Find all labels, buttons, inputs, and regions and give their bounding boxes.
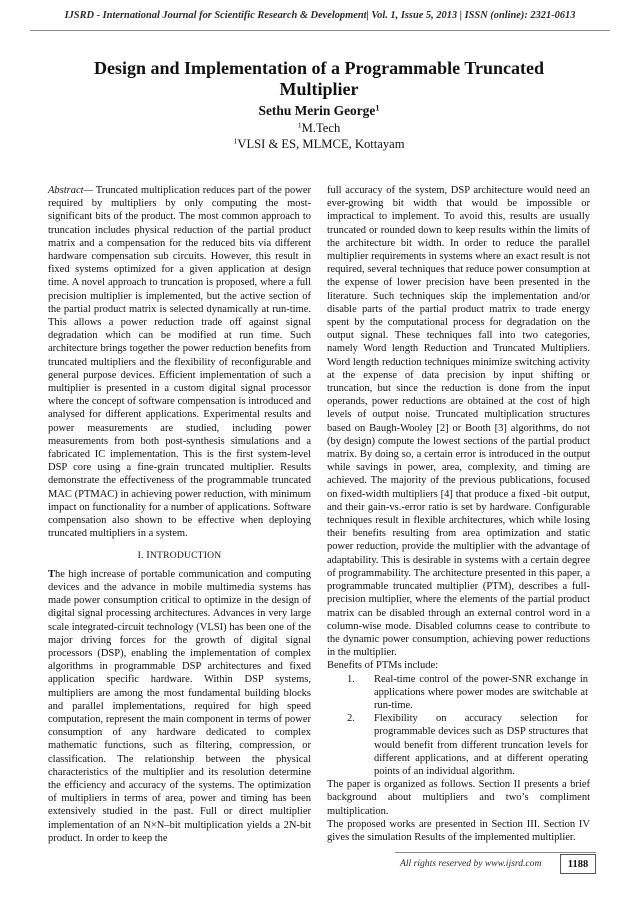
benefit-number: 2. [347,713,355,725]
running-header: IJSRD - International Journal for Scientific Research & Development| Vol. 1, Issue 5, 2013 | ISSN (online): 2321-0613 [64,10,576,21]
paper-title [60,58,578,100]
benefit-item [327,673,590,713]
author-name [0,103,638,119]
abstract-text: Truncated multiplication reduces part of the power required by multipliers by only computing the most-significant bits of the product. The most common approach to truncation includes physical reduction of the partial product matrix and a compensation for the reduced bits via different hardware compensation sub circuits. However, this result in fixed systems optimized for a given application at design time. A novel approach to truncation is proposed, where a full precision multiplier is implemented, but the active section of the partial product matrix is selected dynamically at run-time. This allows a power reduction trade off against signal degradation which can be modified at run time. Such architecture brings together the power reduction benefits from truncated multipliers and the flexibility of reconfigurable and general purpose devices. Efficient implementation of such a multiplier is presented in a custom digital signal processor where the concept of software compensation is introduced and analysed for different applications. Experimental results and power measurements are studied, including power measurements from both post-synthesis simulations and a fabricated IC implementation. This is the first system-level DSP core using a fine-grain truncated multiplier. Results demonstrate the effectiveness of the programmable truncated MAC (PTMAC) in achieving power reduction, with minimum impact on functionality for a number of applications. Software compensation also shown to be effective when deploying truncated multipliers in a system. [48,185,311,540]
benefits-list [327,673,590,779]
abstract-label: Abstract— [48,185,93,196]
benefit-text: Real-time control of the power-SNR exchange in applications where power modes are switchable at run-time. [374,673,588,711]
intro-text: he high increase of portable communication and computing devices and the advance in mobile multimedia systems has made power consumption critical to optimize in the design of digital signal processing architectures. Advances in very large scale integrated-circuit technology (VLSI) has been one of the major driving forces for the growth of digital signal processors (DSP), enabling the implementation of complex algorithms in programmable DSP architectures and fixed application specific hardware. Within DSP systems, multipliers are among the most fundamental building blocks and parallel implementations, required for high speed computation, represent the main component in terms of power consumption of any hardware dedicated to complex mathematic functions, such as filtering, compression, or classification. The relationship between the physical characteristics of the multiplier and its resolution determine the efficiency and accuracy of the systems. The optimization of multipliers in terms of area, power and timing has been extensively studied in the past. Full or direct multiplier implementation of an N×N–bit multiplication yields a 2N-bit product. In order to keep the [48,568,311,844]
left-column [48,184,311,845]
author-text: Sethu Merin George [258,103,376,118]
author-superscript: 1 [375,103,380,113]
degree-superscript: 1 [297,120,302,130]
introduction-paragraph [48,568,311,845]
section-heading-rest: NTRODUCTION [149,550,222,562]
benefit-number: 1. [347,673,355,685]
benefit-item [327,712,590,778]
footer-rights: All rights reserved by www.ijsrd.com [400,858,542,869]
footer-rule [395,852,596,853]
affiliation-superscript: 1 [233,136,238,146]
intro-first-letter: T [48,568,56,580]
title-line-1: Design and Implementation of a Programmable Truncated [94,58,544,78]
title-line-2: Multiplier [279,79,359,99]
organization-paragraph: The paper is organized as follows. Section II presents a brief background about multipliers and two’s compliment multiplication. [327,779,590,817]
benefit-text: Flexibility on accuracy selection for programmable devices such as DSP structures that would benefit from different truncation levels for different applications, and at different operating points of an individual algorithm. [374,713,588,777]
section-overview-paragraph: The proposed works are presented in Section III. Section IV gives the simulation Results of the implemented multiplier. [327,818,590,843]
section-heading-introduction [48,549,311,562]
right-paragraph-1: full accuracy of the system, DSP architecture would need an ever-growing bit width that would be impossible or impractical to implement. To avoid this, results are usually truncated or rounded down to keep results within the limits of the architecture bit width. In order to reduce the parallel multiplier requirements in systems where an exact result is not required, several techniques that reduce power consumption at the expense of lower precision have been presented in the literature. Such techniques skip the implementation and/or disable parts of the partial product matrix to trade energy spent by the computational process for degradation on the output signal. These techniques fall into two categories, namely Word length Reduction and Truncated Multipliers. Word length reduction techniques minimize switching activity at the expense of data precision by input shifting or truncation, but since the reduction is done from the input operands, power reductions are obtained at the cost of high levels of output noise. Truncated multiplication structures based on Baugh-Wooley [2] or Booth [3] algorithms, do not (by design) compute the lowest sections of the partial product matrix. By doing so, a certain error is introduced in the output while savings in power, area, complexity, and timing are achieved. The majority of the previous publications, focused on fixed-width multipliers [4] that produce a fixed -bit output, and their gain-vs.-error ratio is set by hardware. Configurable techniques result in flexible architectures, which while losing their benefits resulting from area optimization and static power reduction, provide the multiplier with the advantage of adaptability. This is desirable in systems with a certain degree of programmability. The architecture presented in this paper, a programmable truncated multiplier (PTM), describes a full-precision multiplier, where the elements of the partial product matrix can be disabled through an external control word in a column-wise mode. Disabled columns cease to contribute to the dynamic power consumption, achieving power reductions in the multiplier. [327,185,590,659]
degree-text: M.Tech [301,121,341,135]
benefits-intro: Benefits of PTMs include: [327,660,439,672]
page-number: 1188 [560,854,596,874]
affiliation-text: VLSI & ES, MLMCE, Kottayam [237,137,405,151]
author-affiliation [0,137,638,152]
header-rule [30,30,610,31]
section-heading-first-letter: I [146,550,150,562]
abstract-paragraph [48,184,311,540]
right-column [327,184,590,844]
section-numeral: I. [137,550,144,562]
author-degree [0,121,638,136]
